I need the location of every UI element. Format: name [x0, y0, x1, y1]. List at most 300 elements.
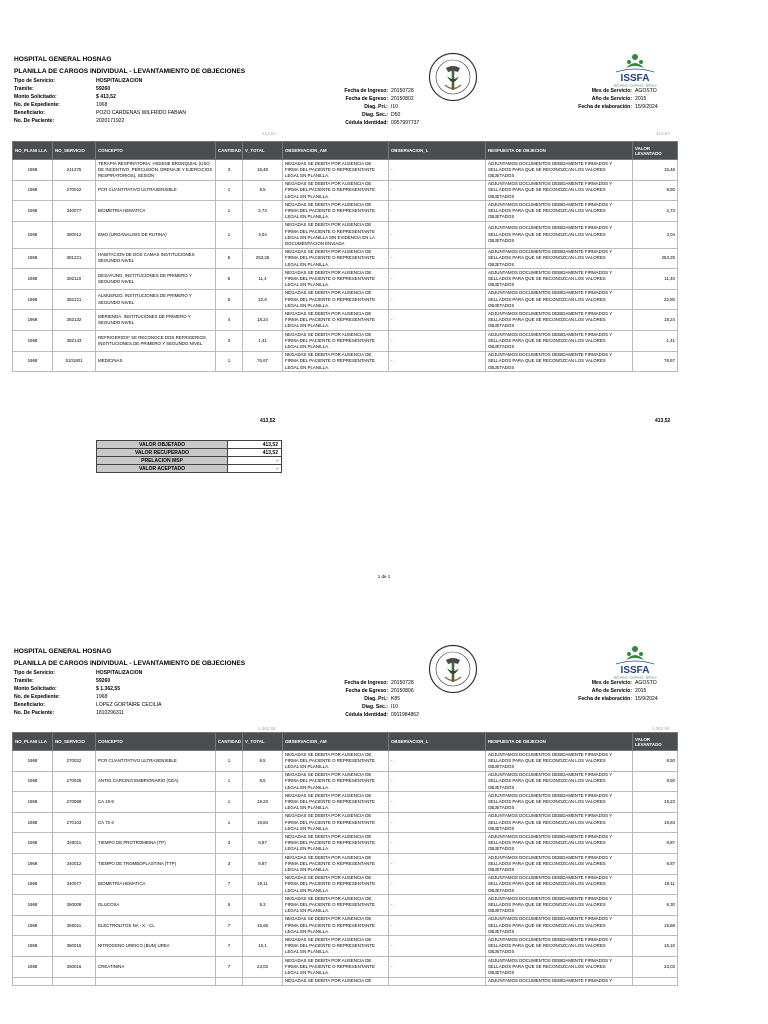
cell-concepto: CREATININA — [96, 957, 216, 978]
info-row — [14, 677, 161, 685]
cell-valor: 11,40 — [633, 269, 678, 290]
header-concepto: CONCEPTO — [96, 733, 216, 751]
info-value: 1810296311 — [96, 710, 124, 716]
cell-total: 18,24 — [243, 310, 283, 331]
info-label: Cédula Identidad: — [345, 712, 388, 718]
cell-total: 1,41 — [243, 331, 283, 352]
summary-row — [97, 441, 282, 449]
cell-total: 11,4 — [243, 269, 283, 290]
info-label: Fecha de elaboración: — [578, 104, 632, 110]
table-row — [13, 895, 678, 916]
cell-servicio: 360011 — [53, 915, 96, 936]
left-info-block — [14, 669, 161, 717]
cell-valor: 18,24 — [633, 310, 678, 331]
cell-obs-l: - — [389, 771, 486, 792]
cell-obs-am: NEGADAS SE DEBITA POR AUSENCIA DE FIRMA DEL PACIENTE O REPRESENTANTE LEGAL EN PLANILLA. — [283, 751, 389, 772]
info-value: I10 — [391, 704, 399, 710]
cell-concepto: MERIENDA. INSTITUCIONES DE PRIMERO Y SEGUNDO NIVEL — [96, 310, 216, 331]
cell-obs-l: - — [389, 310, 486, 331]
grand-total-right: 413,52 — [655, 418, 671, 424]
cell-obs-am: NEGADAS SE DEBITA POR AUSENCIA DE FIRMA DEL PACIENTE O REPRESENTANTE LEGAL EN PLANILLA. — [283, 180, 389, 201]
info-label: Cédula Identidad: — [345, 120, 388, 126]
header-servicio: NO_SERVICIO — [53, 142, 96, 160]
cell-valor: 9,87 — [633, 854, 678, 875]
summary-label: PRELACION MSP — [97, 457, 228, 465]
info-label: Tipo de Servicio: — [14, 670, 55, 676]
info-value: $ 413,52 — [96, 94, 116, 100]
cell-cantidad — [216, 977, 243, 985]
small-total-right: 413,52 — [656, 131, 670, 136]
cell-total: 8,5 — [243, 751, 283, 772]
cell-cantidad: 3 — [216, 854, 243, 875]
cell-respuesta: ADJUNTAMOS DOCUMENTOS DEBIDAMENTE FIRMADOS Y SELLADOS PARA QUE SE RECONOZCAN LOS VALORES OBJETADOS — [486, 160, 633, 181]
cell-planilla: 1968 — [13, 331, 53, 352]
info-value: 20150806 — [391, 688, 414, 694]
info-value: 59260 — [96, 678, 111, 684]
cell-cantidad: 1 — [216, 792, 243, 813]
cell-obs-am: NEGADAS SE DEBITA POR AUSENCIA DE FIRMA DEL PACIENTE O REPRESENTANTE LEGAL EN PLANILLA. — [283, 310, 389, 331]
cell-servicio: 270103 — [53, 812, 96, 833]
cell-concepto: REFRIGERIOS* SE RECONOCE DOS REFRIGERIOS. INSTITUCIONES DE PRIMERO Y SEGUNDO NIVEL — [96, 331, 216, 352]
info-value: K85 — [391, 696, 401, 702]
info-row — [14, 77, 186, 85]
cell-cantidad: 5 — [216, 248, 243, 269]
table-row — [13, 915, 678, 936]
info-label: No. De Paciente: — [14, 710, 55, 716]
cell-valor — [633, 977, 678, 985]
cell-obs-l: - — [389, 895, 486, 916]
info-row — [14, 117, 186, 125]
cell-respuesta: ADJUNTAMOS DOCUMENTOS DEBIDAMENTE FIRMADOS Y SELLADOS PARA QUE SE RECONOZCAN LOS VALORES OBJETADOS — [486, 248, 633, 269]
cell-valor: 23,03 — [633, 957, 678, 978]
info-value: AGOSTO — [635, 680, 657, 686]
cell-valor: 19,23 — [633, 792, 678, 813]
info-value: LOPEZ GORTAIRE CECILIA — [96, 702, 162, 708]
info-value: 15/9/2024 — [635, 696, 658, 702]
header-total: V_TOTAL — [243, 142, 283, 160]
summary-value: 413,52 — [228, 449, 282, 457]
summary-label: VALOR RECUPERADO — [97, 449, 228, 457]
cell-concepto: HABITACION DE DOS CAMAS INSTITUCIONES SEGUNDO NIVEL — [96, 248, 216, 269]
cell-obs-am: NEGADAS SE DEBITA POR AUSENCIA DE — [283, 977, 389, 985]
header-total: V_TOTAL — [243, 733, 283, 751]
cell-obs-am: NEGADAS SE DEBITA POR AUSENCIA DE FIRMA DEL PACIENTE O REPRESENTANTE LEGAL EN PLANILLA. — [283, 812, 389, 833]
info-label: Monto Solicitado: — [14, 94, 57, 100]
info-label: Mes de Servicio: — [591, 88, 632, 94]
cell-servicio: 270022 — [53, 751, 96, 772]
cell-obs-am: NEGADAS SE DEBITA POR AUSENCIA DE FIRMA DEL PACIENTE O REPRESENTANTE LEGAL EN PLANILLA. — [283, 771, 389, 792]
left-info-block — [14, 77, 186, 125]
cell-total: 253,25 — [243, 248, 283, 269]
cell-planilla: 1968 — [13, 751, 53, 772]
table-row — [13, 874, 678, 895]
cell-servicio: 340077 — [53, 201, 96, 222]
info-label: Diag. Pri.: — [364, 696, 388, 702]
cell-cantidad: 7 — [216, 915, 243, 936]
cell-total: 3,04 — [243, 221, 283, 248]
cell-concepto: DESAYUNO. INSTITUCIONES DE PRIMERO Y SEGUNDO NIVEL — [96, 269, 216, 290]
cell-servicio: 340077 — [53, 874, 96, 895]
cell-respuesta: ADJUNTAMOS DOCUMENTOS DEBIDAMENTE FIRMADOS Y SELLADOS PARA QUE SE RECONOZCAN LOS VALORES OBJETADOS — [486, 751, 633, 772]
cell-cantidad: 3 — [216, 160, 243, 181]
info-label: No. de Expediente: — [14, 102, 60, 108]
cell-obs-l: - — [389, 833, 486, 854]
cell-obs-am: NEGADAS SE DEBITA POR AUSENCIA DE FIRMA DEL PACIENTE O REPRESENTANTE LEGAL EN PLANILLA. — [283, 351, 389, 372]
info-row — [556, 95, 658, 103]
cell-respuesta: ADJUNTAMOS DOCUMENTOS DEBIDAMENTE FIRMADOS Y SELLADOS PARA QUE SE RECONOZCAN LOS VALORES OBJETADOS — [486, 351, 633, 372]
small-total-left: 413,52 — [262, 131, 276, 136]
cell-obs-am: NEGADAS SE DEBITA POR AUSENCIA DE FIRMA DEL PACIENTE O REPRESENTANTE LEGAL EN PLANILLA. — [283, 833, 389, 854]
cell-obs-l: - — [389, 792, 486, 813]
info-row — [300, 87, 419, 95]
cell-valor: 3,04 — [633, 221, 678, 248]
cell-planilla: 1968 — [13, 310, 53, 331]
header-respuesta: RESPUESTA DE OBJECION — [486, 142, 633, 160]
cell-total: 23,03 — [243, 957, 283, 978]
cell-planilla: 1968 — [13, 895, 53, 916]
info-row — [14, 693, 161, 701]
cell-respuesta: ADJUNTAMOS DOCUMENTOS DEBIDAMENTE FIRMADOS Y SELLADOS PARA QUE SE RECONOZCAN LOS VALORES OBJETADOS — [486, 201, 633, 222]
info-value: 2015 — [635, 96, 647, 102]
cell-respuesta: ADJUNTAMOS DOCUMENTOS DEBIDAMENTE FIRMADOS Y SELLADOS PARA QUE SE RECONOZCAN LOS VALORES OBJETADOS — [486, 854, 633, 875]
cell-obs-l: - — [389, 915, 486, 936]
cell-total — [243, 977, 283, 985]
cell-respuesta: ADJUNTAMOS DOCUMENTOS DEBIDAMENTE FIRMADOS Y SELLADOS PARA QUE SE RECONOZCAN LOS VALORES OBJETADOS — [486, 936, 633, 957]
info-value: AGOSTO — [635, 88, 657, 94]
cell-respuesta: ADJUNTAMOS DOCUMENTOS DEBIDAMENTE FIRMADOS Y SELLADOS PARA QUE SE RECONOZCAN LOS VALORES OBJETADOS — [486, 771, 633, 792]
info-value: 20150802 — [391, 96, 414, 102]
cell-total: 9,87 — [243, 833, 283, 854]
summary-value: - — [228, 457, 282, 465]
cell-cantidad: 7 — [216, 936, 243, 957]
cell-servicio: 360015 — [53, 936, 96, 957]
logo-text: ISSFA — [620, 73, 650, 84]
cell-cantidad: 1 — [216, 812, 243, 833]
cell-obs-l: - — [389, 812, 486, 833]
cell-obs-l: - — [389, 201, 486, 222]
info-label: No. de Expediente: — [14, 694, 60, 700]
cell-servicio: 382132 — [53, 310, 96, 331]
cell-obs-am: NEGADAS SE DEBITA POR AUSENCIA DE FIRMA DEL PACIENTE O REPRESENTANTE LEGAL EN PLANILLA. — [283, 160, 389, 181]
cell-concepto: PCR CUANTITATIVO ULTRASENSIBLE — [96, 751, 216, 772]
cell-concepto: TERAPIA RESPIRATORIA: HIGIENE BRONQUIAL (USO DE INCENTIVO, PERCUSIÓN, DRENAJE Y EJERCICIOS RESPIRATORIOS), SESIÓN — [96, 160, 216, 181]
cell-obs-am: NEGADAS SE DEBITA POR AUSENCIA DE FIRMA DEL PACIENTE O REPRESENTANTE LEGAL EN PLANILLA. — [283, 895, 389, 916]
cell-servicio: 241275 — [53, 160, 96, 181]
cell-cantidad: 3 — [216, 331, 243, 352]
cell-valor: 22,80 — [633, 289, 678, 310]
info-row — [300, 119, 419, 127]
cell-planilla: 1968 — [13, 833, 53, 854]
cell-cantidad: 3 — [216, 833, 243, 854]
page-number: 1 de 1 — [377, 574, 391, 579]
info-label: Beneficiario: — [14, 110, 45, 116]
summary-row — [97, 449, 282, 457]
info-value: I10 — [391, 104, 399, 110]
table-row — [13, 854, 678, 875]
cell-obs-am: NEGADAS SE DEBITA POR AUSENCIA DE FIRMA DEL PACIENTE O REPRESENTANTE LEGAL EN PLANILLA. — [283, 792, 389, 813]
info-row — [300, 103, 419, 111]
table-row — [13, 833, 678, 854]
cell-respuesta: ADJUNTAMOS DOCUMENTOS DEBIDAMENTE FIRMADOS Y SELLADOS PARA QUE SE RECONOZCAN LOS VALORES OBJETADOS — [486, 331, 633, 352]
cell-total: 9,3 — [243, 895, 283, 916]
info-row — [14, 709, 161, 717]
cell-concepto: NITROGENO UREICO (BUN) UREA — [96, 936, 216, 957]
info-value: HOSPITALIZACION — [96, 670, 143, 676]
center-info-block — [300, 87, 419, 127]
cell-servicio: 340012 — [53, 854, 96, 875]
cell-servicio: 270068 — [53, 792, 96, 813]
info-row — [300, 703, 419, 711]
info-row — [556, 103, 658, 111]
header-cantidad: CANTIDAD — [216, 142, 243, 160]
info-value: 15/9/2024 — [635, 104, 658, 110]
cell-respuesta: ADJUNTAMOS DOCUMENTOS DEBIDAMENTE FIRMADOS Y SELLADOS PARA QUE SE RECONOZCAN LOS VALORES OBJETADOS — [486, 289, 633, 310]
cell-servicio: 5101801 — [53, 351, 96, 372]
cell-obs-l: - — [389, 248, 486, 269]
info-value: 59260 — [96, 86, 111, 92]
info-label: Monto Solicitado: — [14, 686, 57, 692]
table-row — [13, 771, 678, 792]
info-value: D50 — [391, 112, 401, 118]
cell-obs-l: - — [389, 751, 486, 772]
cell-respuesta: ADJUNTAMOS DOCUMENTOS DEBIDAMENTE FIRMADOS Y SELLADOS PARA QUE SE RECONOZCAN LOS VALORES OBJETADOS — [486, 180, 633, 201]
header-obs-l: OBSERVACION_L — [389, 733, 486, 751]
small-total-left: 1.362,55 — [258, 726, 276, 731]
cell-concepto: GLUCOSA — [96, 895, 216, 916]
cell-obs-am: NEGADAS SE DEBITA POR AUSENCIA DE FIRMA DEL PACIENTE O REPRESENTANTE LEGAL EN PLANILLA. — [283, 248, 389, 269]
cell-planilla: 1968 — [13, 201, 53, 222]
cell-cantidad: 7 — [216, 957, 243, 978]
cell-respuesta: ADJUNTAMOS DOCUMENTOS DEBIDAMENTE FIRMADOS Y SELLADOS PARA QUE SE RECONOZCAN LOS VALORES OBJETADOS — [486, 833, 633, 854]
table-row — [13, 269, 678, 290]
info-label: Mes de Servicio: — [591, 680, 632, 686]
info-row — [14, 685, 161, 693]
table-row — [13, 310, 678, 331]
cell-cantidad: 1 — [216, 201, 243, 222]
summary-table — [96, 440, 282, 473]
summary-value: 413,52 — [228, 441, 282, 449]
info-label: Diag. Pri.: — [364, 104, 388, 110]
cell-obs-l: - — [389, 936, 486, 957]
cell-total: 19,11 — [243, 874, 283, 895]
cell-servicio: 380012 — [53, 221, 96, 248]
info-row — [14, 109, 186, 117]
cell-concepto: TIEMPO DE PROTROMBINA (TP) — [96, 833, 216, 854]
hospital-seal-icon — [428, 644, 478, 694]
info-label: Diag. Sec.: — [361, 704, 388, 710]
summary-row — [97, 457, 282, 465]
info-value: 2020171922 — [96, 118, 125, 124]
info-row — [300, 711, 419, 719]
cell-respuesta: ADJUNTAMOS DOCUMENTOS DEBIDAMENTE FIRMADOS Y SELLADOS PARA QUE SE RECONOZCAN LOS VALORES OBJETADOS — [486, 874, 633, 895]
info-label: Diag. Sec.: — [361, 112, 388, 118]
info-label: Año de Servicio: — [591, 96, 632, 102]
cell-respuesta: ADJUNTAMOS DOCUMENTOS DEBIDAMENTE FIRMADOS Y SELLADOS PARA QUE SE RECONOZCAN LOS VALORES OBJETADOS — [486, 915, 633, 936]
cell-valor: 76,67 — [633, 351, 678, 372]
info-row — [300, 679, 419, 687]
cell-concepto: ELECTROLITOS NA - K - CL — [96, 915, 216, 936]
cell-planilla: 1968 — [13, 351, 53, 372]
cell-obs-am: NEGADAS SE DEBITA POR AUSENCIA DE FIRMA DEL PACIENTE O REPRESENTANTE LEGAL EN PLANILLA. — [283, 201, 389, 222]
cell-concepto — [96, 977, 216, 985]
cell-valor: 8,50 — [633, 180, 678, 201]
hospital-name: HOSPITAL GENERAL HOSNAG — [14, 648, 112, 655]
cell-concepto: TIEMPO DE TROMBOPLASTINA (TTP) — [96, 854, 216, 875]
center-info-block — [300, 679, 419, 719]
cell-planilla: 1968 — [13, 771, 53, 792]
cell-obs-am: NEGADAS SE DEBITA POR AUSENCIA DE FIRMA DEL PACIENTE O REPRESENTANTE LEGAL EN PLANILLA. — [283, 957, 389, 978]
cell-obs-l: - — [389, 874, 486, 895]
header-valor: VALOR LEVANTADO — [633, 142, 678, 160]
cell-servicio: 270022 — [53, 180, 96, 201]
info-value: 1968 — [96, 102, 108, 108]
table-row — [13, 957, 678, 978]
cell-planilla: 1968 — [13, 854, 53, 875]
cell-planilla: 1968 — [13, 915, 53, 936]
table-row — [13, 936, 678, 957]
cell-obs-am: NEGADAS SE DEBITA POR AUSENCIA DE FIRMA DEL PACIENTE O REPRESENTANTE LEGAL EN PLANILLA. — [283, 915, 389, 936]
cell-planilla: 1968 — [13, 248, 53, 269]
cell-respuesta: ADJUNTAMOS DOCUMENTOS DEBIDAMENTE FIRMADOS Y SELLADOS PARA QUE SE RECONOZCAN LOS VALORES OBJETADOS — [486, 221, 633, 248]
issfa-logo-icon — [596, 644, 674, 680]
cell-concepto: MEDICINAS — [96, 351, 216, 372]
cell-obs-am: NEGADAS SE DEBITA POR AUSENCIA DE FIRMA DEL PACIENTE O REPRESENTANTE LEGAL EN PLANILLA. — [283, 331, 389, 352]
table-header-row — [13, 733, 678, 751]
info-row — [14, 669, 161, 677]
cell-servicio: 270026 — [53, 771, 96, 792]
cell-cantidad: 1 — [216, 771, 243, 792]
cell-total: 9,87 — [243, 854, 283, 875]
cell-valor: 15,68 — [633, 915, 678, 936]
logo-subtext: SEGURIDAD · CONFIANZA · SERVICIO — [613, 676, 657, 680]
table-row — [13, 751, 678, 772]
cell-valor: 8,50 — [633, 771, 678, 792]
cell-respuesta: ADJUNTAMOS DOCUMENTOS DEBIDAMENTE FIRMADOS Y SELLADOS PARA QUE SE RECONOZCAN LOS VALORES OBJETADOS — [486, 792, 633, 813]
cell-obs-l: - — [389, 180, 486, 201]
cell-servicio: 360009 — [53, 895, 96, 916]
info-row — [14, 101, 186, 109]
document-title: PLANILLA DE CARGOS INDIVIDUAL - LEVANTAMIENTO DE OBJECIONES — [14, 660, 246, 667]
cell-concepto: BIOMETRIA HEMATICA — [96, 201, 216, 222]
cell-concepto: CA 19-9 — [96, 792, 216, 813]
cell-valor: 9,30 — [633, 895, 678, 916]
cell-planilla: 1968 — [13, 812, 53, 833]
cell-obs-l: - — [389, 957, 486, 978]
small-total-right: 1.362,55 — [652, 726, 670, 731]
info-value: HOSPITALIZACION — [96, 78, 143, 84]
cell-valor: 253,25 — [633, 248, 678, 269]
cell-respuesta: ADJUNTAMOS DOCUMENTOS DEBIDAMENTE FIRMADOS Y SELLADOS PARA QUE SE RECONOZCAN LOS VALORES OBJETADOS — [486, 269, 633, 290]
document-page-2 — [0, 636, 768, 1024]
info-label: Fecha de Ingreso: — [344, 88, 388, 94]
cell-valor: 9,87 — [633, 833, 678, 854]
charges-table — [12, 732, 678, 986]
cell-servicio — [53, 977, 96, 985]
table-row — [13, 977, 678, 985]
cell-planilla: 1968 — [13, 957, 53, 978]
summary-value: - — [228, 465, 282, 473]
grand-total-left: 413,52 — [260, 418, 276, 424]
header-obs-am: OBSERVACION_AM — [283, 142, 389, 160]
cell-valor: 19,11 — [633, 874, 678, 895]
cell-obs-l: - — [389, 160, 486, 181]
table-row — [13, 221, 678, 248]
info-label: Fecha de Egreso: — [345, 688, 388, 694]
cell-total: 8,5 — [243, 771, 283, 792]
cell-cantidad: 5 — [216, 269, 243, 290]
table-row — [13, 351, 678, 372]
table-row — [13, 331, 678, 352]
cell-obs-l: - — [389, 269, 486, 290]
header-obs-l: OBSERVACION_L — [389, 142, 486, 160]
info-row — [14, 85, 186, 93]
cell-servicio: 382121 — [53, 289, 96, 310]
cell-concepto: BIOMETRIA HEMATICA — [96, 874, 216, 895]
info-label: Fecha de Egreso: — [345, 96, 388, 102]
info-row — [556, 695, 658, 703]
cell-concepto: ALMUERZO. INSTITUCIONES DE PRIMERO Y SEGUNDO NIVEL — [96, 289, 216, 310]
info-label: Fecha de Ingreso: — [344, 680, 388, 686]
info-value: 0957997737 — [391, 120, 420, 126]
info-value: $ 1.362,55 — [96, 686, 121, 692]
table-row — [13, 160, 678, 181]
cell-respuesta: ADJUNTAMOS DOCUMENTOS DEBIDAMENTE FIRMADOS Y — [486, 977, 633, 985]
cell-respuesta: ADJUNTAMOS DOCUMENTOS DEBIDAMENTE FIRMADOS Y SELLADOS PARA QUE SE RECONOZCAN LOS VALORES OBJETADOS — [486, 812, 633, 833]
table-row — [13, 289, 678, 310]
cell-total: 15,68 — [243, 915, 283, 936]
cell-obs-am: NEGADAS SE DEBITA POR AUSENCIA DE FIRMA DEL PACIENTE O REPRESENTANTE LEGAL EN PLANILLA SIN EVIDENCIA EN LA DOCUMENTACION ENVIADA — [283, 221, 389, 248]
cell-obs-am: NEGADAS SE DEBITA POR AUSENCIA DE FIRMA DEL PACIENTE O REPRESENTANTE LEGAL EN PLANILLA. — [283, 874, 389, 895]
cell-total: 8,5 — [243, 180, 283, 201]
info-label: Beneficiario: — [14, 702, 45, 708]
header-obs-am: OBSERVACION_AM — [283, 733, 389, 751]
info-label: Trámite: — [14, 678, 34, 684]
summary-label: VALOR OBJETADO — [97, 441, 228, 449]
cell-total: 16,1 — [243, 936, 283, 957]
cell-valor: 16,10 — [633, 936, 678, 957]
info-row — [300, 95, 419, 103]
cell-cantidad: 5 — [216, 895, 243, 916]
cell-cantidad: 5 — [216, 289, 243, 310]
header-servicio: NO_SERVICIO — [53, 733, 96, 751]
cell-planilla: 1968 — [13, 792, 53, 813]
cell-valor: 15,48 — [633, 160, 678, 181]
document-title: PLANILLA DE CARGOS INDIVIDUAL - LEVANTAMIENTO DE OBJECIONES — [14, 68, 246, 75]
info-label: Tipo de Servicio: — [14, 78, 55, 84]
info-label: No. De Paciente: — [14, 118, 55, 124]
cell-obs-l: - — [389, 331, 486, 352]
charges-table — [12, 141, 678, 372]
cell-cantidad: 7 — [216, 874, 243, 895]
cell-cantidad: 1 — [216, 351, 243, 372]
cell-concepto: ANTIG.CARCINO EMBRIONARIO (CEA) — [96, 771, 216, 792]
cell-servicio: 382110 — [53, 269, 96, 290]
table-row — [13, 248, 678, 269]
cell-respuesta: ADJUNTAMOS DOCUMENTOS DEBIDAMENTE FIRMADOS Y SELLADOS PARA QUE SE RECONOZCAN LOS VALORES OBJETADOS — [486, 957, 633, 978]
cell-obs-am: NEGADAS SE DEBITA POR AUSENCIA DE FIRMA DEL PACIENTE O REPRESENTANTE LEGAL EN PLANILLA. — [283, 289, 389, 310]
cell-obs-l: - — [389, 289, 486, 310]
summary-row — [97, 465, 282, 473]
table-row — [13, 180, 678, 201]
cell-valor: 2,73 — [633, 201, 678, 222]
cell-respuesta: ADJUNTAMOS DOCUMENTOS DEBIDAMENTE FIRMADOS Y SELLADOS PARA QUE SE RECONOZCAN LOS VALORES OBJETADOS — [486, 895, 633, 916]
cell-obs-l: - — [389, 854, 486, 875]
info-label: Año de Servicio: — [591, 688, 632, 694]
cell-total: 15,48 — [243, 160, 283, 181]
info-label: Fecha de elaboración: — [578, 696, 632, 702]
table-row — [13, 812, 678, 833]
cell-planilla: 1968 — [13, 221, 53, 248]
